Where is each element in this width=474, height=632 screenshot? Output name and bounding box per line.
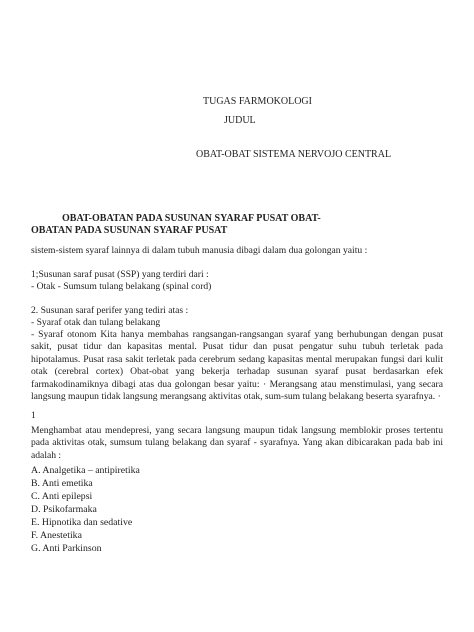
- subject-title: OBAT-OBAT SISTEMA NERVOJO CENTRAL: [196, 149, 392, 160]
- list-item: D. Psikofarmaka: [31, 504, 97, 515]
- section-heading-line2: OBATAN PADA SUSUNAN SYARAF PUSAT: [31, 225, 228, 236]
- list-item: E. Hipnotika dan sedative: [31, 517, 133, 528]
- intro-text: sistem-sistem syaraf lainnya di dalam tubuh manusia dibagi dalam dua golongan yaitu :: [31, 245, 368, 256]
- list-item: F. Anestetika: [31, 530, 82, 541]
- group2-paragraph: - Syaraf otonom Kita hanya membahas rangsangan-rangsangan syaraf yang berhubungan dengan pusat sakit, pusat tidur dan kapasitas mental. Pusat tidur dan pusat pengatur suhu tubuh terletak pada hipotalamus. Pusat rasa sakit terletak pada cerebrum sedang kapasitas mental merupakan fungsi dari kulit otak (cerebral cortex) Obat-obat yang bekerja terhadap susunan syaraf pusat berdasarkan efek farmakodinamiknya dibagi atas dua golongan besar yaitu: · Merangsang atau menstimulasi, yang secara langsung maupun tidak langsung merangsang aktivitas otak, sum-sum tulang belakang beserta syarafnya. ·: [31, 329, 443, 403]
- group2-item1: - Syaraf otak dan tulang belakang: [31, 317, 161, 328]
- list-item: G. Anti Parkinson: [31, 543, 102, 554]
- course-title: TUGAS FARMOKOLOGI: [203, 96, 312, 107]
- judul-label: JUDUL: [224, 115, 256, 126]
- depress-paragraph: Menghambat atau mendepresi, yang secara langsung maupun tidak langsung memblokir proses tertentu pada aktivitas otak, sumsum tulang belakang dan syaraf - syarafnya. Yang akan dibicarakan pada bab ini adalah :: [31, 425, 443, 461]
- list-item: A. Analgetika – antipiretika: [31, 465, 140, 476]
- group1-item: - Otak - Sumsum tulang belakang (spinal cord): [31, 281, 212, 292]
- list-item: C. Anti epilepsi: [31, 491, 93, 502]
- list-item: B. Anti emetika: [31, 478, 93, 489]
- page-number: 1: [31, 410, 36, 421]
- section-heading-line1: OBAT-OBATAN PADA SUSUNAN SYARAF PUSAT OBAT-: [62, 213, 321, 224]
- group2-title: 2. Susunan saraf perifer yang tediri atas :: [31, 305, 189, 316]
- group1-title: 1;Susunan saraf pusat (SSP) yang terdiri dari :: [31, 269, 209, 280]
